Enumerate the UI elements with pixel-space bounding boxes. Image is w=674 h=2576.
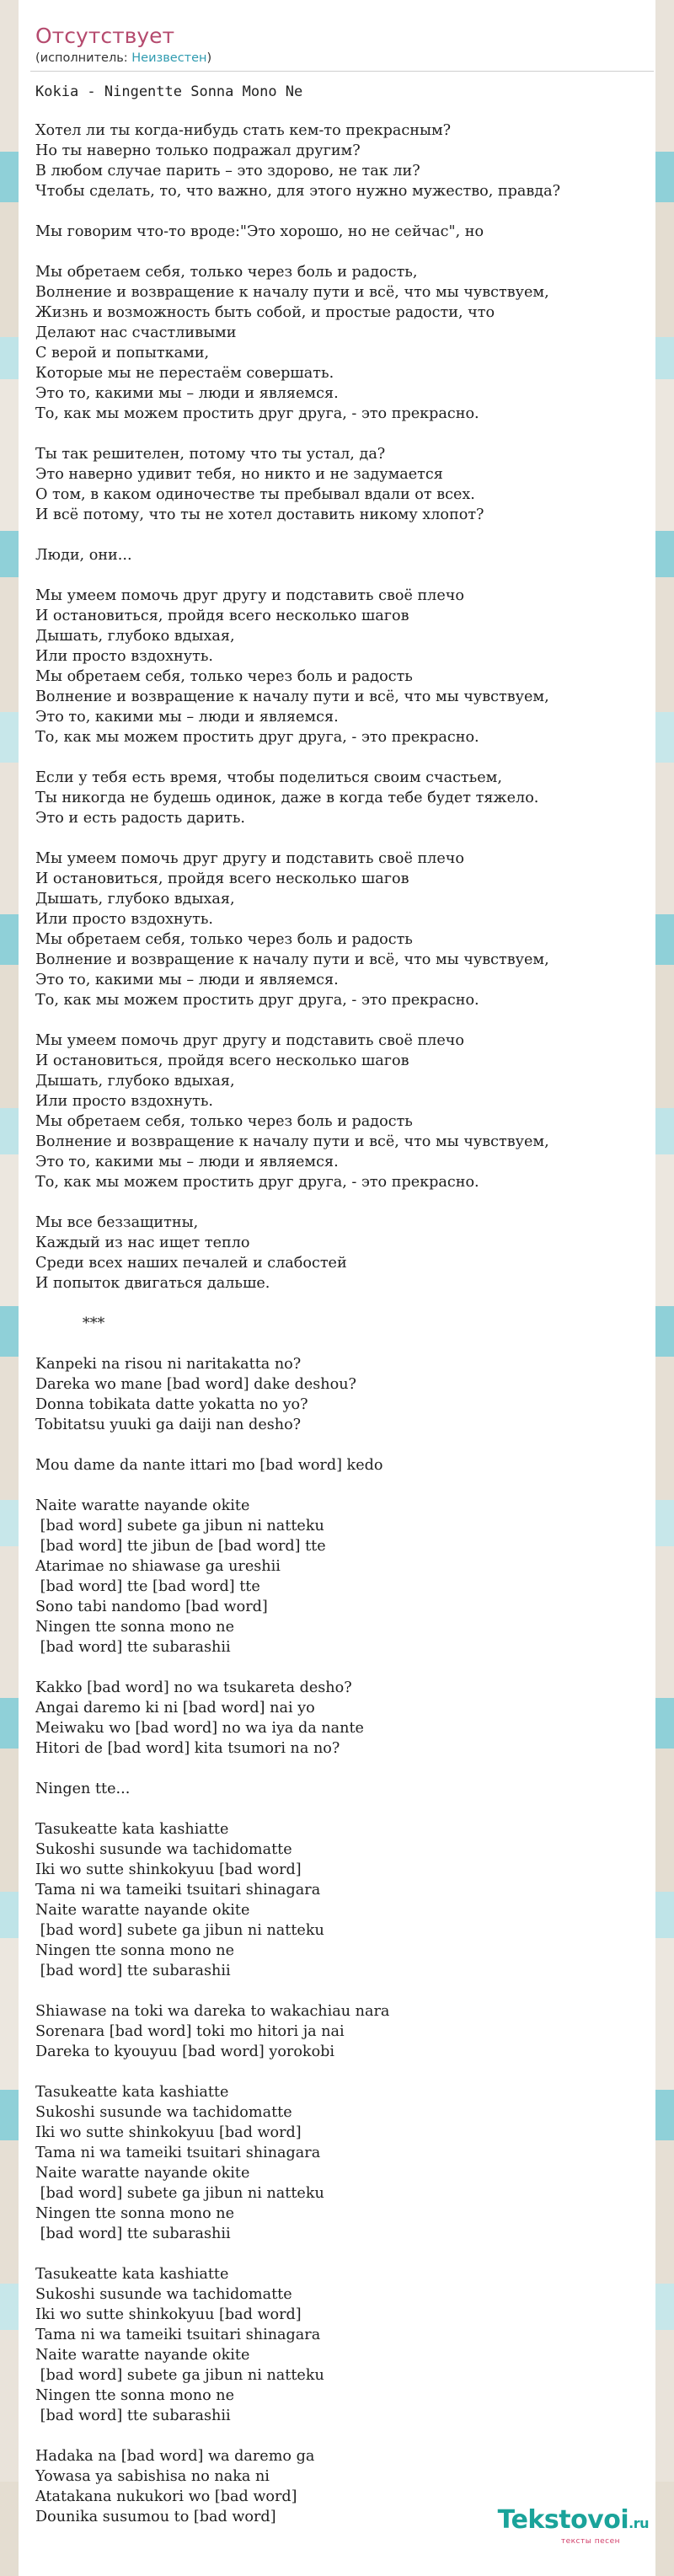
song-title: Отсутствует	[35, 24, 175, 48]
lyrics-line: Жизнь и возможность быть собой, и простые радости, что	[35, 304, 495, 321]
lyrics-line: То, как мы можем простить друг друга, - это прекрасно.	[35, 1174, 479, 1191]
lyrics-line: Делают нас счастливыми	[35, 324, 237, 341]
lyrics-line: Это то, какими мы – люди и являемся.	[35, 709, 339, 726]
lyrics-line: Это наверно удивит тебя, но никто и не задумается	[35, 466, 443, 483]
lyrics-line: Которые мы не перестаём совершать.	[35, 365, 334, 382]
decor-stripe-segment	[655, 2140, 674, 2284]
lyrics-line: И всё потому, что ты не хотел доставить никому хлопот?	[35, 506, 484, 523]
lyrics-stanza	[35, 222, 655, 242]
decor-stripe-segment	[0, 2284, 19, 2330]
performer-link[interactable]: Неизвестен	[131, 51, 207, 65]
lyrics-line: Мы умеем помочь друг другу и подставить своё плечо	[35, 587, 464, 604]
lyrics-line: ***	[35, 1315, 105, 1332]
decor-stripe-segment	[0, 531, 19, 577]
lyrics-line: Ningen tte...	[35, 1781, 131, 1797]
decor-stripe-segment	[0, 1698, 19, 1749]
lyrics-line: Naite waratte nayande okite	[35, 2165, 250, 2182]
lyrics-stanza	[35, 262, 655, 424]
decor-stripe-segment	[655, 379, 674, 531]
lyrics-stanza	[35, 1031, 655, 1192]
lyrics-line: Atarimae no shiawase ga ureshii	[35, 1558, 281, 1575]
lyrics-line: Mou dame da nante ittari mo [bad word] kedo	[35, 1457, 383, 1474]
decor-stripe-segment	[655, 2330, 674, 2482]
lyrics-line: Это то, какими мы – люди и являемся.	[35, 972, 339, 988]
lyrics-line: И остановиться, пройдя всего несколько шагов	[35, 1052, 409, 1069]
lyrics-line: Ты так решителен, потому что ты устал, да?	[35, 446, 386, 463]
decor-stripe-segment	[655, 577, 674, 712]
lyrics-line: Но ты наверно только подражал другим?	[35, 142, 361, 159]
decor-stripe-segment	[655, 965, 674, 1108]
decor-stripe-segment	[655, 531, 674, 577]
lyrics-line: Dounika susumou to [bad word]	[35, 2509, 276, 2525]
lyrics-line: Tobitatsu yuuki ga daiji nan desho?	[35, 1417, 302, 1433]
decor-stripe-segment	[655, 2482, 674, 2576]
decor-stripe-segment	[655, 2284, 674, 2330]
lyrics-line: Tasukeatte kata kashiatte	[35, 2084, 229, 2101]
performer-line	[35, 51, 655, 66]
lyrics-line: Sukoshi susunde wa tachidomatte	[35, 1841, 292, 1858]
decor-stripe-segment	[0, 965, 19, 1108]
performer-suffix: )	[206, 51, 212, 65]
decor-stripe-segment	[0, 2330, 19, 2482]
lyrics-stanza	[35, 1213, 655, 1293]
lyrics-line: Hitori de [bad word] kita tsumori na no?	[35, 1740, 340, 1757]
decor-stripe-segment	[655, 1500, 674, 1546]
decor-stripe-segment	[655, 1357, 674, 1500]
decor-stripe-segment	[655, 712, 674, 763]
lyrics-line: [bad word] tte subarashii	[35, 2407, 231, 2424]
lyrics-line: И попыток двигаться дальше.	[35, 1275, 270, 1292]
lyrics-line: То, как мы можем простить друг друга, - это прекрасно.	[35, 992, 479, 1009]
lyrics-line: Или просто вздохнуть.	[35, 1093, 214, 1110]
right-decor-stripes	[655, 0, 674, 2576]
lyrics-stanza	[35, 120, 655, 201]
lyrics-stanza	[35, 1496, 655, 1658]
lyrics-line: Если у тебя есть время, чтобы поделиться своим счастьем,	[35, 769, 502, 786]
lyrics-line: Мы говорим что-то вроде:"Это хорошо, но не сейчас", но	[35, 223, 484, 240]
lyrics-body	[35, 120, 655, 2527]
lyrics-line: И остановиться, пройдя всего несколько шагов	[35, 870, 409, 887]
lyrics-stanza	[35, 2001, 655, 2062]
lyrics-line: Hadaka na [bad word] wa daremo ga	[35, 2448, 315, 2465]
lyrics-line: [bad word] tte subarashii	[35, 1639, 231, 1656]
site-logo[interactable]	[498, 2507, 649, 2546]
logo-tld: .ru	[629, 2515, 649, 2531]
decor-stripe-segment	[655, 1546, 674, 1698]
decor-stripe-segment	[655, 1108, 674, 1154]
lyrics-line: Дышать, глубоко вдыхая,	[35, 891, 235, 908]
logo-tagline: тексты песен	[560, 2537, 620, 2546]
lyrics-line: Каждый из нас ищет тепло	[35, 1234, 250, 1251]
lyrics-line: Это и есть радость дарить.	[35, 810, 246, 827]
lyrics-stanza	[35, 1314, 655, 1334]
lyrics-line: Ningen tte sonna mono ne	[35, 2387, 234, 2404]
lyrics-line: [bad word] tte subarashii	[35, 1963, 231, 1979]
lyrics-line: Sukoshi susunde wa tachidomatte	[35, 2286, 292, 2303]
lyrics-stanza	[35, 545, 655, 565]
decor-stripe-segment	[655, 202, 674, 337]
decor-stripe-segment	[0, 379, 19, 531]
decor-stripe-segment	[655, 1749, 674, 1892]
decor-stripe-segment	[655, 1306, 674, 1357]
lyrics-line: [bad word] tte jibun de [bad word] tte	[35, 1538, 326, 1555]
lyrics-stanza	[35, 2082, 655, 2244]
lyrics-line: Или просто вздохнуть.	[35, 911, 214, 928]
lyrics-line: Naite waratte nayande okite	[35, 2347, 250, 2364]
decor-stripe-segment	[0, 2090, 19, 2140]
decor-stripe-segment	[655, 0, 674, 152]
lyrics-line: [bad word] subete ga jibun ni natteku	[35, 2185, 324, 2202]
lyrics-stanza	[35, 444, 655, 525]
song-heading: Kokia - Ningentte Sonna Mono Ne	[35, 83, 303, 100]
lyrics-line: Мы обретаем себя, только через боль и радость	[35, 668, 413, 685]
lyrics-line: Среди всех наших печалей и слабостей	[35, 1255, 347, 1272]
lyrics-stanza	[35, 1354, 655, 1435]
decor-stripe-segment	[655, 914, 674, 965]
decor-stripe-segment	[0, 712, 19, 763]
lyrics-line: Мы обретаем себя, только через боль и радость	[35, 1113, 413, 1130]
lyrics-line: Или просто вздохнуть.	[35, 648, 214, 665]
lyrics-line: Naite waratte nayande okite	[35, 1902, 250, 1919]
decor-stripe-segment	[0, 1892, 19, 1938]
decor-stripe-segment	[0, 1154, 19, 1306]
decor-stripe-segment	[0, 152, 19, 202]
lyrics-line: Дышать, глубоко вдыхая,	[35, 628, 235, 645]
lyrics-line: Волнение и возвращение к началу пути и всё, что мы чувствуем,	[35, 951, 549, 968]
decor-stripe-segment	[655, 1698, 674, 1749]
lyrics-line: Tama ni wa tameiki tsuitari shinagara	[35, 2145, 321, 2161]
lyrics-line: Dareka to kyouyuu [bad word] yorokobi	[35, 2043, 335, 2060]
lyrics-line: Sorenara [bad word] toki mo hitori ja nai	[35, 2023, 345, 2040]
decor-stripe-segment	[0, 1306, 19, 1357]
lyrics-line: Angai daremo ki ni [bad word] nai yo	[35, 1700, 315, 1716]
lyrics-line: Kanpeki na risou ni naritakatta no?	[35, 1356, 302, 1373]
lyrics-line: Волнение и возвращение к началу пути и всё, что мы чувствуем,	[35, 1133, 549, 1150]
lyrics-line: Люди, они...	[35, 547, 132, 564]
decor-stripe-segment	[0, 914, 19, 965]
lyrics-stanza	[35, 1678, 655, 1759]
lyrics-line: [bad word] tte subarashii	[35, 2225, 231, 2242]
lyrics-line: Ningen tte sonna mono ne	[35, 2205, 234, 2222]
lyrics-line: Ты никогда не будешь одинок, даже в когда тебе будет тяжело.	[35, 790, 539, 806]
lyrics-line: Мы все беззащитны,	[35, 1214, 199, 1231]
decor-stripe-segment	[0, 577, 19, 712]
lyrics-line: Meiwaku wo [bad word] no wa iya da nante	[35, 1720, 364, 1737]
lyrics-line: [bad word] subete ga jibun ni natteku	[35, 1922, 324, 1939]
lyrics-line: Donna tobikata datte yokatta no yo?	[35, 1396, 308, 1413]
decor-stripe-segment	[0, 1749, 19, 1892]
decor-stripe-segment	[0, 1500, 19, 1546]
decor-stripe-segment	[655, 763, 674, 914]
lyrics-line: Мы умеем помочь друг другу и подставить своё плечо	[35, 850, 464, 867]
lyrics-line: Kakko [bad word] no wa tsukareta desho?	[35, 1679, 352, 1696]
decor-stripe-segment	[0, 0, 19, 152]
lyrics-line: Мы умеем помочь друг другу и подставить своё плечо	[35, 1032, 464, 1049]
decor-stripe-segment	[655, 1154, 674, 1306]
lyrics-line: [bad word] tte [bad word] tte	[35, 1578, 260, 1595]
decor-stripe-segment	[0, 202, 19, 337]
lyrics-line: Naite waratte nayande okite	[35, 1497, 250, 1514]
lyrics-stanza	[35, 849, 655, 1010]
lyrics-line: Tama ni wa tameiki tsuitari shinagara	[35, 1882, 321, 1899]
decor-stripe-segment	[655, 2090, 674, 2140]
lyrics-line: [bad word] subete ga jibun ni natteku	[35, 1518, 324, 1534]
lyrics-stanza	[35, 1779, 655, 1799]
lyrics-line: Ningen tte sonna mono ne	[35, 1942, 234, 1959]
lyrics-line: Волнение и возвращение к началу пути и всё, что мы чувствуем,	[35, 688, 549, 705]
lyrics-line: Sukoshi susunde wa tachidomatte	[35, 2104, 292, 2121]
lyrics-line: Atatakana nukukori wo [bad word]	[35, 2488, 297, 2505]
lyrics-line: Чтобы сделать, то, что важно, для этого нужно мужество, правда?	[35, 183, 561, 200]
lyrics-line: Мы обретаем себя, только через боль и радость	[35, 931, 413, 948]
lyrics-line: Это то, какими мы – люди и являемся.	[35, 1154, 339, 1170]
lyrics-line: О том, в каком одиночестве ты пребывал вдали от всех.	[35, 486, 475, 503]
lyrics-line: То, как мы можем простить друг друга, - это прекрасно.	[35, 729, 479, 746]
lyrics-line: И остановиться, пройдя всего несколько шагов	[35, 608, 409, 624]
lyrics-line: Iki wo sutte shinkokyuu [bad word]	[35, 2306, 302, 2323]
decor-stripe-segment	[655, 152, 674, 202]
lyrics-line: Мы обретаем себя, только через боль и радость,	[35, 264, 418, 281]
logo-wordmark	[498, 2507, 649, 2537]
lyrics-line: Iki wo sutte shinkokyuu [bad word]	[35, 1861, 302, 1878]
left-decor-stripes	[0, 0, 19, 2576]
lyrics-line: Tasukeatte kata kashiatte	[35, 2266, 229, 2283]
decor-stripe-segment	[0, 1546, 19, 1698]
lyrics-line: Дышать, глубоко вдыхая,	[35, 1073, 235, 1090]
decor-stripe-segment	[0, 1108, 19, 1154]
lyrics-line: Tama ni wa tameiki tsuitari shinagara	[35, 2327, 321, 2343]
decor-stripe-segment	[0, 2482, 19, 2576]
lyrics-line: То, как мы можем простить друг друга, - это прекрасно.	[35, 405, 479, 422]
decor-stripe-segment	[0, 2140, 19, 2284]
lyrics-line: Yowasa ya sabishisa no naka ni	[35, 2468, 270, 2485]
decor-stripe-segment	[0, 1357, 19, 1500]
lyrics-line: [bad word] subete ga jibun ni natteku	[35, 2367, 324, 2384]
lyrics-line: С верой и попытками,	[35, 345, 210, 361]
lyrics-line: Ningen tte sonna mono ne	[35, 1619, 234, 1636]
lyrics-line: Dareka wo mane [bad word] dake deshou?	[35, 1376, 356, 1393]
decor-stripe-segment	[655, 1892, 674, 1938]
logo-main-text: Tekstovoi	[497, 2505, 629, 2535]
lyrics-stanza	[35, 768, 655, 828]
decor-stripe-segment	[0, 763, 19, 914]
lyrics-stanza	[35, 586, 655, 747]
lyrics-stanza	[35, 1455, 655, 1475]
header-divider	[30, 71, 654, 72]
decor-stripe-segment	[0, 1938, 19, 2090]
decor-stripe-segment	[0, 337, 19, 379]
lyrics-line: Sono tabi nandomo [bad word]	[35, 1599, 268, 1615]
lyrics-card	[19, 0, 655, 2576]
decor-stripe-segment	[655, 1938, 674, 2090]
lyrics-line: Shiawase na toki wa dareka to wakachiau nara	[35, 2003, 390, 2020]
lyrics-line: Iki wo sutte shinkokyuu [bad word]	[35, 2124, 302, 2141]
lyrics-line: В любом случае парить – это здорово, не так ли?	[35, 163, 420, 179]
lyrics-line: Хотел ли ты когда-нибудь стать кем-то прекрасным?	[35, 122, 452, 139]
lyrics-stanza	[35, 2264, 655, 2426]
lyrics-line: Это то, какими мы – люди и являемся.	[35, 385, 339, 402]
lyrics-line: Волнение и возвращение к началу пути и всё, что мы чувствуем,	[35, 284, 549, 301]
performer-prefix: (исполнитель:	[35, 51, 132, 65]
lyrics-line: Tasukeatte kata kashiatte	[35, 1821, 229, 1838]
decor-stripe-segment	[655, 337, 674, 379]
lyrics-stanza	[35, 1819, 655, 1981]
